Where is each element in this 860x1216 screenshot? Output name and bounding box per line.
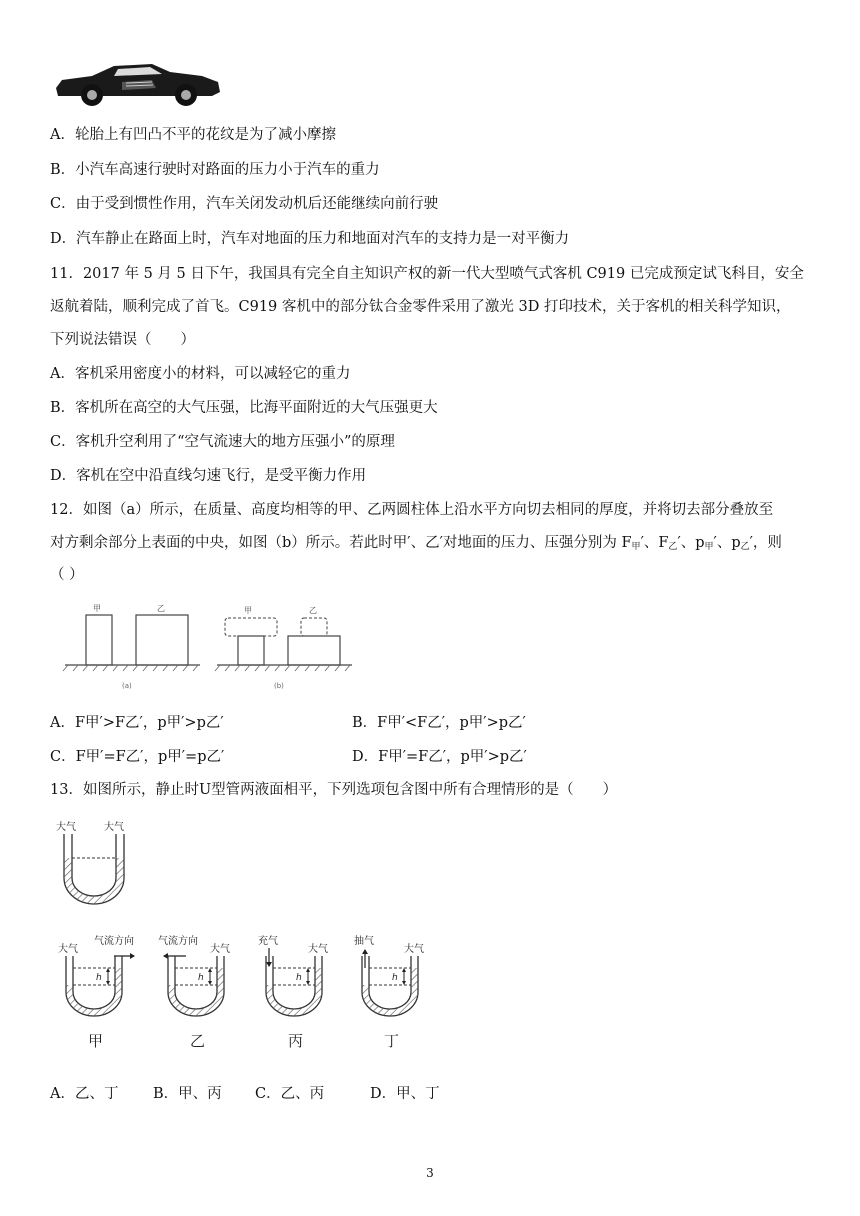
q13-ding-deflate: 抽气 — [354, 936, 374, 947]
q13-yi-h: h — [198, 973, 204, 983]
q13-tube-bing — [258, 934, 328, 1050]
q11-stem-line-1: 11．2017 年 5 月 5 日下午，我国具有完全自主知识产权的新一代大型喷气式客机 C919 已完成预定试飞科目，安全 — [50, 266, 804, 282]
q13-bing-inflate: 充气 — [258, 936, 278, 947]
q10-option-d: D．汽车静止在路面上时，汽车对地面的压力和地面对汽车的支持力是一对平衡力 — [50, 231, 570, 247]
sports-car-image — [52, 58, 224, 108]
q13-caption-bing: 丙 — [288, 1032, 304, 1050]
q12-caption-a: (a) — [122, 682, 132, 690]
q12-option-a: A．F甲′>F乙′，p甲′>p乙′ — [50, 715, 224, 731]
q11-option-d: D．客机在空中沿直线匀速飞行，是受平衡力作用 — [50, 468, 367, 484]
q12-option-b: B．F甲′<F乙′，p甲′>p乙′ — [352, 715, 526, 731]
q13-ref-air-left: 大气 — [56, 822, 76, 833]
q13-yi-air: 大气 — [210, 944, 230, 955]
q10-option-b: B．小汽车高速行驶时对路面的压力小于汽车的重力 — [50, 162, 380, 178]
q11-option-a: A．客机采用密度小的材料，可以减轻它的重力 — [50, 366, 351, 382]
q13-jia-h: h — [96, 973, 102, 983]
q12-label-jia-a: 甲 — [93, 604, 101, 613]
q13-caption-ding: 丁 — [384, 1032, 400, 1050]
q13-yi-flow: 气流方向 — [158, 936, 198, 947]
q13-bing-air: 大气 — [308, 944, 328, 955]
q13-ding-h: h — [392, 973, 398, 983]
q10-option-a: A．轮胎上有凹凸不平的花纹是为了减小摩擦 — [50, 127, 336, 143]
q12-option-d: D．F甲′=F乙′，p甲′>p乙′ — [352, 749, 527, 765]
q12-label-jia-b: 甲 — [244, 606, 252, 615]
q13-stem: 13．如图所示，静止时U型管两液面相平，下列选项包含图中所有合理情形的是（ ） — [50, 782, 618, 798]
q12-stem-line-3: （ ） — [50, 567, 84, 583]
q11-option-c: C．客机升空利用了“空气流速大的地方压强小”的原理 — [50, 434, 395, 450]
q11-option-b: B．客机所在高空的大气压强，比海平面附近的大气压强更大 — [50, 400, 438, 416]
q12-caption-b: (b) — [274, 682, 284, 690]
q13-caption-jia: 甲 — [88, 1032, 104, 1050]
q13-jia-flow: 气流方向 — [94, 936, 134, 947]
q12-stem-line-1: 12．如图（a）所示，在质量、高度均相等的甲、乙两圆柱体上沿水平方向切去相同的厚度，并将切去部分叠放至 — [50, 502, 774, 518]
q13-ding-air: 大气 — [404, 944, 424, 955]
q13-option-b: B．甲、丙 — [153, 1086, 222, 1102]
q11-stem-line-2: 返航着陆，顺利完成了首飞。C919 客机中的部分钛合金零件采用了激光 3D 打印技术，关于客机的相关科学知识， — [50, 299, 791, 315]
q12-cylinders-figure — [60, 598, 370, 698]
q13-option-c: C．乙、丙 — [255, 1086, 325, 1102]
q13-bing-h: h — [296, 973, 302, 983]
q12-label-yi-b: 乙 — [309, 606, 317, 615]
q12-option-c: C．F甲′=F乙′，p甲′=p乙′ — [50, 749, 225, 765]
q13-ref-air-right: 大气 — [104, 822, 124, 833]
q12-label-yi-a: 乙 — [157, 604, 165, 613]
q13-caption-yi: 乙 — [190, 1032, 206, 1050]
q12-stem-line-2: 对方剩余部分上表面的中央，如图（b）所示。若此时甲′、乙′对地面的压力、压强分别为 $F_甲'$、$F_乙'$、$p_甲'$、$p_乙'$，则 — [50, 535, 782, 552]
q10-option-c: C．由于受到惯性作用，汽车关闭发动机后还能继续向前行驶 — [50, 196, 439, 212]
q13-utube-reference — [52, 818, 142, 908]
q13-tube-ding — [354, 934, 424, 1050]
q13-option-a: A．乙、丁 — [50, 1086, 119, 1102]
q13-tube-yi — [158, 934, 230, 1050]
page-number: 3 — [426, 1166, 434, 1180]
q11-stem-line-3: 下列说法错误（ ） — [50, 332, 195, 348]
q13-utube-options-figure — [52, 930, 442, 1055]
q13-tube-jia — [58, 934, 135, 1050]
q13-option-d: D．甲、丁 — [370, 1086, 440, 1102]
q13-jia-air: 大气 — [58, 944, 78, 955]
